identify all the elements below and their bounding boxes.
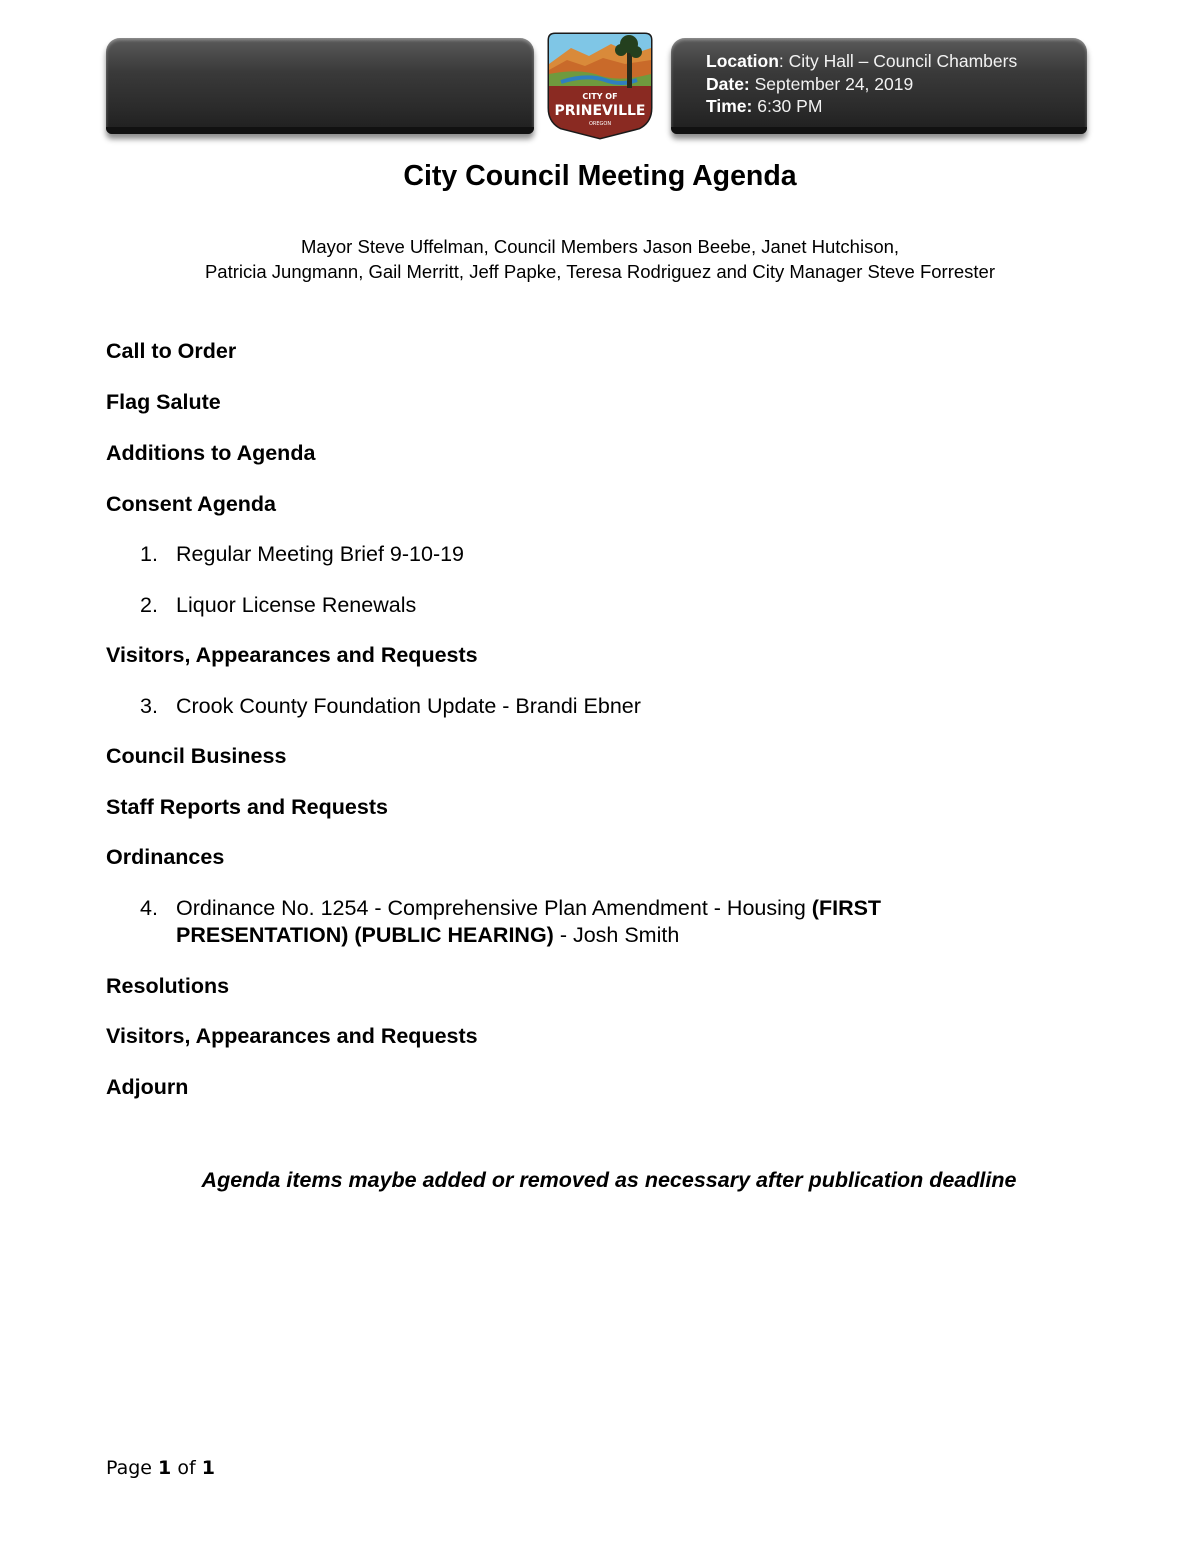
section-flag-salute: Flag Salute (106, 390, 221, 414)
item-text: Crook County Foundation Update - Brandi Ebner (176, 694, 641, 718)
members-line-1: Mayor Steve Uffelman, Council Members Jason Beebe, Janet Hutchison, (300, 236, 900, 257)
logo-line1: CITY OF (582, 92, 618, 101)
item-number: 3. (140, 694, 158, 718)
members-line-2: Patricia Jungmann, Gail Merritt, Jeff Papke, Teresa Rodriguez and City Manager Steve Forrester (204, 260, 996, 282)
item-text: Regular Meeting Brief 9-10-19 (176, 542, 465, 566)
logo-line2: PRINEVILLE (554, 103, 646, 119)
time-label: Time: (706, 96, 753, 116)
header-banner-left (106, 38, 534, 134)
item-number: 1. (140, 542, 158, 566)
section-call-to-order: Call to Order (106, 339, 237, 363)
location-label: Location (706, 51, 779, 71)
section-ordinances: Ordinances (106, 845, 225, 869)
section-resolutions: Resolutions (106, 974, 230, 998)
section-consent-agenda: Consent Agenda (106, 492, 277, 516)
location-line (706, 50, 1017, 73)
time-line (706, 95, 1017, 118)
date-line (706, 73, 1017, 96)
section-additions-to-agenda: Additions to Agenda (106, 441, 316, 465)
item-bold-part-b: PRESENTATION) (PUBLIC HEARING) (176, 923, 554, 947)
section-staff-reports: Staff Reports and Requests (106, 795, 388, 819)
agenda-item-1 (140, 541, 465, 568)
publication-note: Agenda items maybe added or removed as necessary after publication deadline (201, 1168, 1017, 1192)
page-current: 1 (158, 1457, 172, 1479)
logo-line3: OREGON (588, 121, 612, 127)
meeting-info (706, 50, 1017, 118)
location-value: : City Hall – Council Chambers (778, 51, 1018, 71)
item-text: Liquor License Renewals (176, 593, 417, 617)
date-value: September 24, 2019 (749, 73, 914, 94)
time-value: 6:30 PM (752, 96, 823, 116)
section-visitors-appearances-requests-2: Visitors, Appearances and Requests (106, 1024, 478, 1048)
section-visitors-appearances-requests: Visitors, Appearances and Requests (106, 643, 478, 667)
item-number: 2. (140, 593, 158, 617)
item-bold-part-a: (FIRST (811, 896, 882, 920)
item-number: 4. (140, 896, 158, 920)
item-text-part-a: Ordinance No. 1254 - Comprehensive Plan Amendment - Housing (176, 896, 812, 920)
city-of-prineville-logo (541, 30, 659, 140)
page-total: 1 (201, 1457, 215, 1479)
item-text-part-b: - Josh Smith (553, 923, 680, 947)
page-number (106, 1457, 215, 1479)
item-text (176, 895, 976, 949)
page-title: City Council Meeting Agenda (403, 160, 797, 192)
agenda-item-4 (140, 895, 882, 947)
page-of: of (171, 1457, 202, 1479)
date-label: Date: (706, 73, 750, 94)
page-prefix: Page (106, 1457, 159, 1479)
section-council-business: Council Business (106, 744, 287, 768)
agenda-item-2 (140, 592, 417, 619)
agenda-item-3 (140, 693, 641, 720)
council-members (0, 235, 1200, 284)
section-adjourn: Adjourn (106, 1075, 189, 1099)
